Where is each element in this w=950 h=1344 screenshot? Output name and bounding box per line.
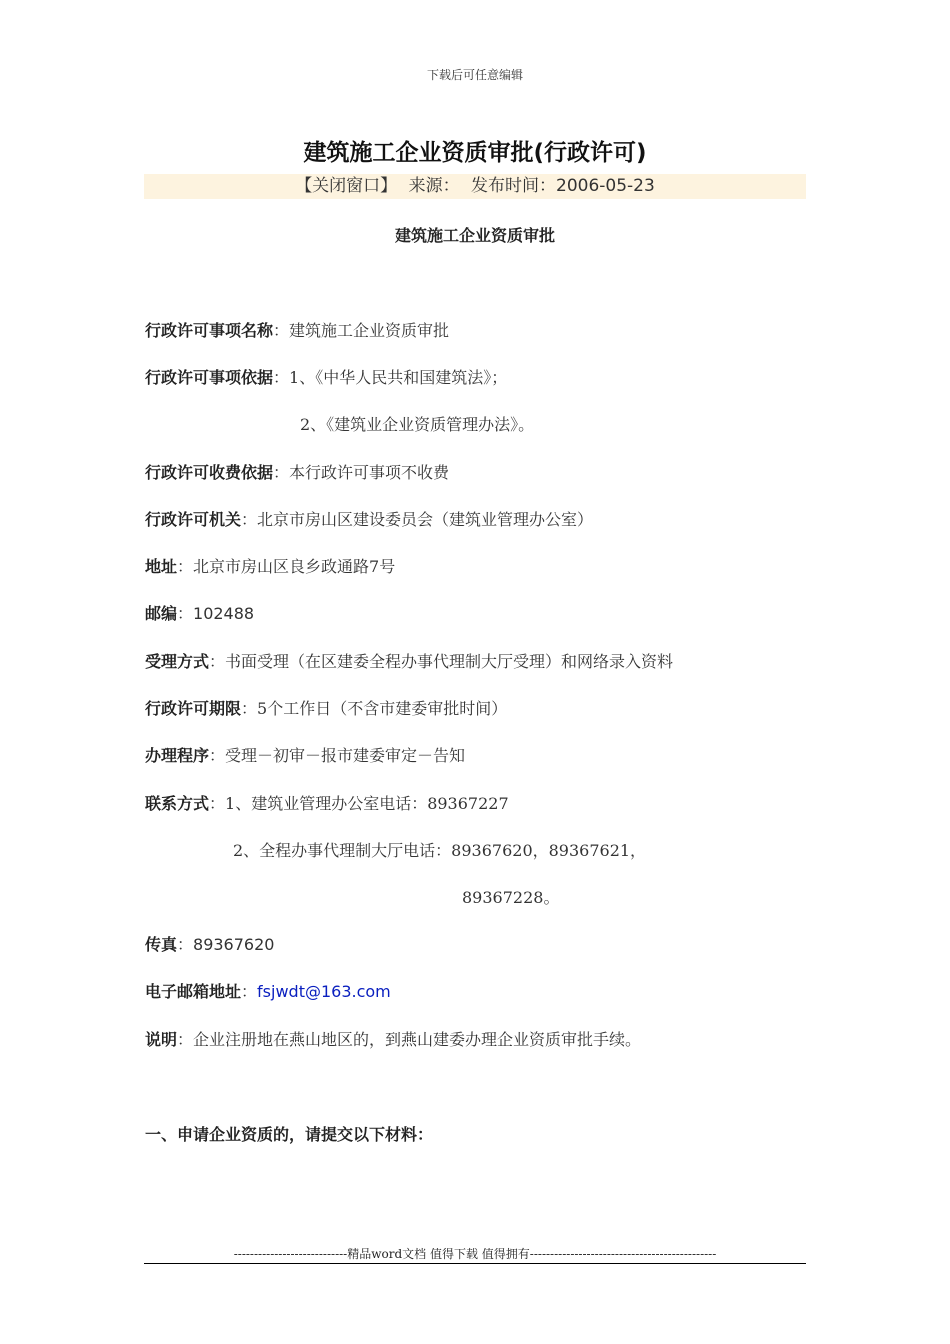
page-title: 建筑施工企业资质审批(行政许可) xyxy=(303,140,647,166)
address-label: 地址 xyxy=(145,557,178,576)
email-row xyxy=(145,979,391,1002)
fax-value: ：89367620 xyxy=(177,935,275,954)
fax-row xyxy=(145,932,274,955)
address-row xyxy=(145,554,395,577)
email-link[interactable]: fsjwdt@163.com xyxy=(257,982,391,1001)
publish-time xyxy=(471,176,655,196)
authority-value: ：北京市房山区建设委员会（建筑业管理办公室） xyxy=(241,510,594,529)
contact-label: 联系方式 xyxy=(145,794,210,813)
email-label: 电子邮箱地址 xyxy=(145,982,242,1001)
contact-value-3: 89367228。 xyxy=(462,888,560,907)
postcode-label: 邮编 xyxy=(145,604,178,623)
source-label: 来源： xyxy=(408,176,460,196)
section-subtitle: 建筑施工企业资质审批 xyxy=(394,226,555,245)
fee-row xyxy=(145,460,449,483)
email-separator: ： xyxy=(241,982,258,1001)
accept-value: ：书面受理（在区建委全程办事代理制大厅受理）和网络录入资料 xyxy=(209,652,674,671)
procedure-value: ：受理－初审－报市建委审定－告知 xyxy=(209,746,466,765)
basis-label: 行政许可事项依据 xyxy=(145,368,274,387)
fax-label: 传真 xyxy=(145,935,178,954)
footer-divider xyxy=(144,1263,806,1264)
contact-row-2 xyxy=(233,838,646,861)
postcode-row xyxy=(145,601,254,624)
item-name-value: ：建筑施工企业资质审批 xyxy=(273,321,450,340)
basis-row xyxy=(145,365,507,388)
fee-value: ：本行政许可事项不收费 xyxy=(273,463,450,482)
meta-bar xyxy=(144,174,806,199)
item-name-label: 行政许可事项名称 xyxy=(145,321,274,340)
note-value: ：企业注册地在燕山地区的，到燕山建委办理企业资质审批手续。 xyxy=(177,1030,642,1049)
contact-value-1: ：1、建筑业管理办公室电话：89367227 xyxy=(209,794,509,813)
close-window-link[interactable]: 【关闭窗口】 xyxy=(295,176,398,196)
basis-value-2: 2、《建筑业企业资质管理办法》。 xyxy=(300,415,535,434)
address-value: ：北京市房山区良乡政通路7号 xyxy=(177,557,396,576)
term-value: ：5个工作日（不含市建委审批时间） xyxy=(241,699,508,718)
contact-value-2: 2、全程办事代理制大厅电话：89367620，89367621， xyxy=(233,841,647,860)
term-label: 行政许可期限 xyxy=(145,699,242,718)
basis-value-1: ：1、《中华人民共和国建筑法》； xyxy=(273,368,508,387)
authority-row xyxy=(145,507,593,530)
fee-label: 行政许可收费依据 xyxy=(145,463,274,482)
postcode-value: ：102488 xyxy=(177,604,255,623)
procedure-row xyxy=(145,743,465,766)
procedure-label: 办理程序 xyxy=(145,746,210,765)
publish-date: 2006-05-23 xyxy=(556,176,655,196)
basis-row-2 xyxy=(300,412,534,435)
accept-row xyxy=(145,649,673,672)
section-heading-row xyxy=(145,1122,433,1145)
contact-row xyxy=(145,791,509,814)
term-row xyxy=(145,696,507,719)
section-heading: 一、申请企业资质的，请提交以下材料： xyxy=(145,1125,434,1144)
publish-label: 发布时间： xyxy=(471,176,556,196)
item-name-row xyxy=(145,318,449,341)
note-row xyxy=(145,1027,641,1050)
footer-text: ----------------------------精品word文档 值得下载 值得拥有---------------------------------------------- xyxy=(233,1247,717,1261)
note-label: 说明 xyxy=(145,1030,178,1049)
contact-row-3 xyxy=(462,885,559,908)
authority-label: 行政许可机关 xyxy=(145,510,242,529)
header-note: 下载后可任意编辑 xyxy=(426,68,523,82)
accept-label: 受理方式 xyxy=(145,652,210,671)
